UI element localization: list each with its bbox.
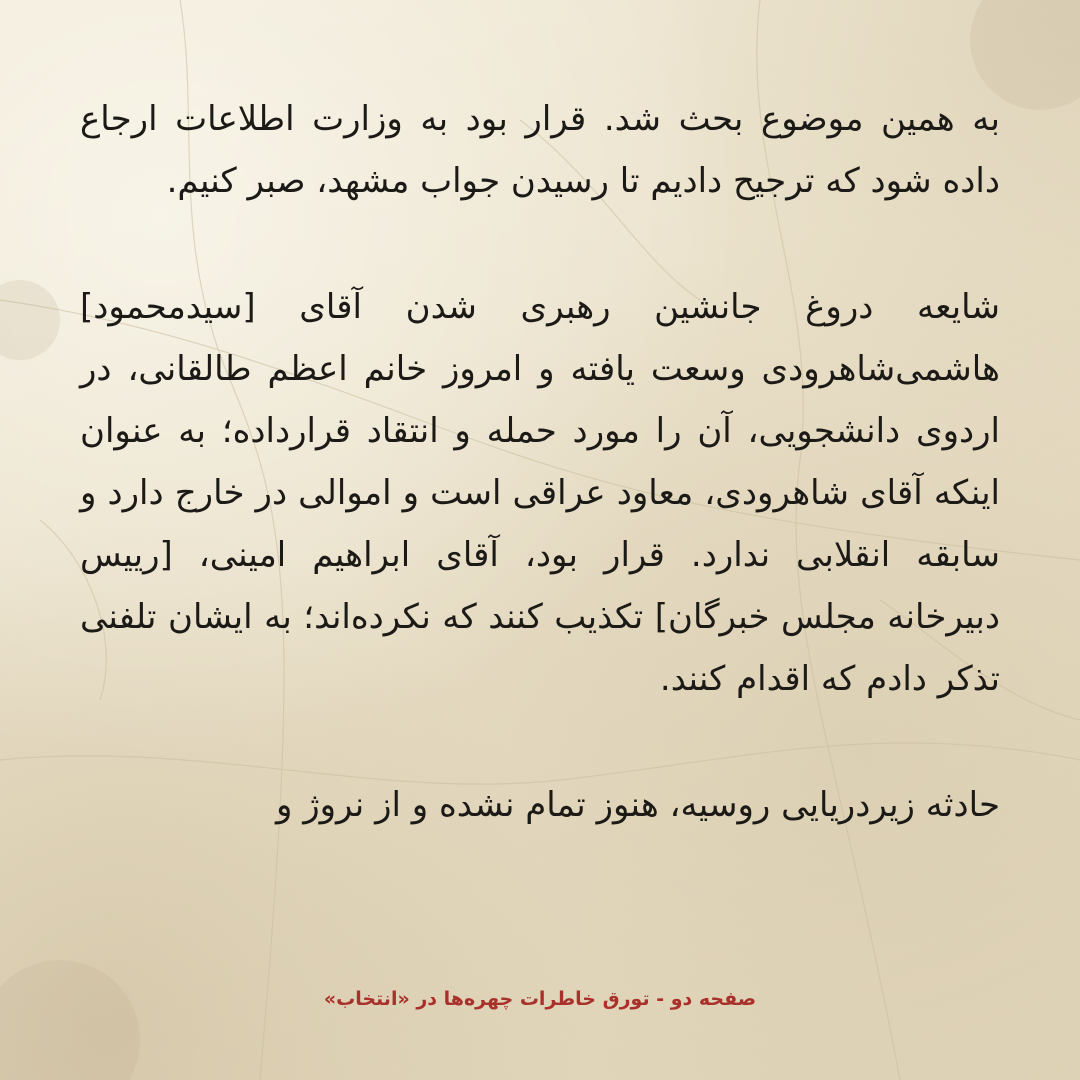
page-footer-caption: صفحه دو - تورق خاطرات چهره‌ها در «انتخاب» bbox=[323, 988, 757, 1010]
paragraph-1: به همین موضوع بحث شد. قرار بود به وزارت اطلاعات ارجاع داده شود که ترجیح دادیم تا رسیدن جواب مشهد، صبر کنیم. bbox=[80, 99, 1000, 201]
paragraph-3: حادثه زیردریایی روسیه، هنوز تمام نشده و از نروژ و bbox=[275, 785, 1000, 825]
paragraph-2: شایعه دروغ جانشین رهبری شدن آقای [سیدمحمود] هاشمی‌شاهرودی وسعت یافته و امروز خانم اعظم طالقانی، در اردوی دانشجویی، آن را مورد حمله و انتقاد قرارداده؛ به عنوان اینکه آقای شاهرودی، معاود عراقی است و اموالی در خارج دارد و سابقه انقلابی ندارد. قرار بود، آقای ابراهیم امینی، [رییس دبیرخانه مجلس خبرگان] تکذیب کنند که نکرده‌اند؛ به ایشان تلفنی تذکر دادم که اقدام کنند. bbox=[80, 287, 1000, 699]
text-body bbox=[80, 88, 1000, 900]
